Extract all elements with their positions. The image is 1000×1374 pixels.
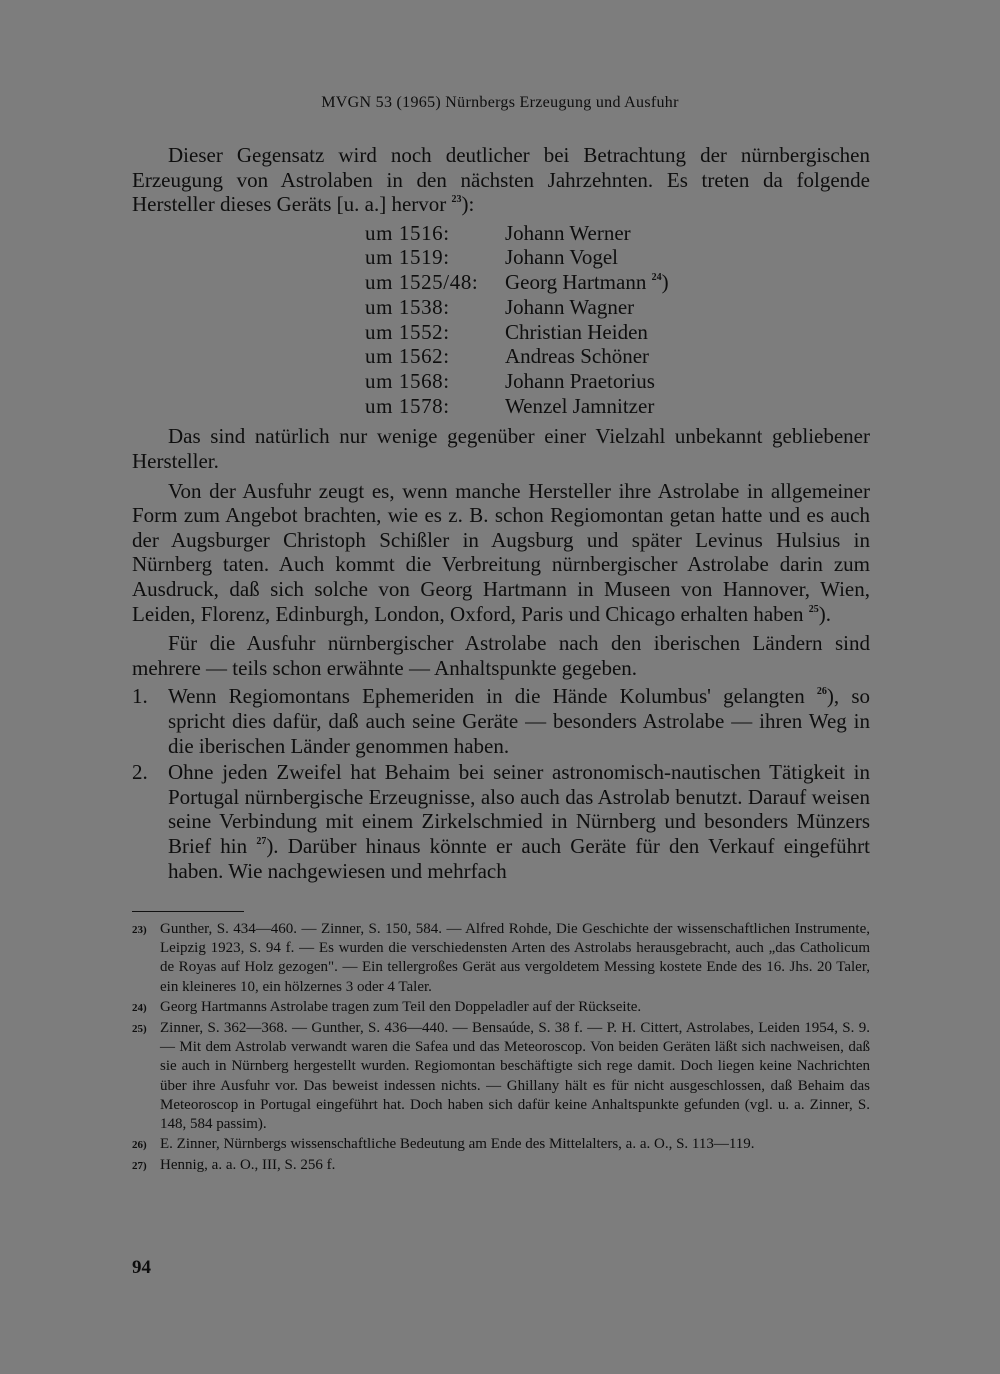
footnote-ref-25[interactable]: 25 (808, 603, 819, 615)
page-number: 94 (132, 1257, 151, 1278)
footnote-number: 24) (132, 1001, 147, 1014)
maker-row (365, 320, 870, 345)
footnote (132, 1135, 870, 1155)
maker-name: Andreas Schöner (505, 344, 650, 369)
maker-row (365, 369, 870, 394)
footnote-text: Zinner, S. 362—368. — Gunther, S. 436—440. — Bensaúde, S. 38 f. — P. H. Cittert, Astrolabes, Leiden 1954, S. 9. — Mit dem Astrolab verwandt waren die Safea und das Meteoroscop. Von beiden Geräten läßt sich nachweisen, daß sie auch in Nürnberg hergestellt wurden. Regiomontan beschäftigte sich rege damit. Doch liegen keine Nachrichten über ihre Ausfuhr vor. Das beweist indessen nichts. — Ghillany hält es für nicht ausgeschlossen, daß Behaim das Meteoroscop in Portugal eingeführt hat. Doch haben sich dafür keine Anhaltspunkte gefunden (vgl. u. a. Zinner, S. 148, 584 passim). (160, 1020, 870, 1133)
maker-row (365, 344, 870, 369)
point-text-a: Ohne jeden Zweifel hat Behaim bei seiner astronomisch-nautischen Tätigkeit in Portugal nürnbergische Erzeugnisse, also auch das Astrolab benutzt. Darauf weisen seine Verbindung mit einem Zirkelschmied in Nürnberg und besonders Münzers Brief hin (168, 760, 870, 858)
maker-year: um 1519: (365, 245, 450, 270)
footnote-ref-26[interactable]: 26 (816, 686, 827, 698)
footnote-ref-23[interactable]: 23 (451, 194, 462, 206)
paragraph-tail: ). (818, 601, 831, 626)
maker-year: um 1516: (365, 220, 450, 245)
numbered-points (132, 684, 870, 883)
footnote-ref-27[interactable]: 27 (256, 835, 267, 847)
maker-name: Christian Heiden (505, 319, 648, 344)
footnote-text: Georg Hartmanns Astrolabe tragen zum Teil den Doppeladler auf der Rückseite. (160, 998, 642, 1015)
maker-name: Johann Vogel (505, 245, 618, 270)
maker-year: um 1568: (365, 369, 450, 393)
paragraph-unknown-makers: Das sind natürlich nur wenige gegenüber einer Vielzahl unbekannt gebliebener Hersteller. (132, 424, 870, 473)
maker-name: Johann Werner (505, 220, 631, 245)
footnote-number: 25) (132, 1023, 147, 1036)
maker-year: um 1525/48: (365, 270, 479, 295)
intro-tail: ): (461, 192, 475, 217)
maker-name: Wenzel Jamnitzer (505, 393, 655, 418)
footnote-number: 27) (132, 1160, 147, 1173)
maker-year: um 1552: (365, 319, 450, 344)
point-number: 2. (132, 760, 148, 785)
maker-row (365, 221, 870, 246)
maker-row (365, 270, 870, 295)
paragraph-iberian-export: Für die Ausfuhr nürnbergischer Astrolabe nach den iberischen Ländern sind mehrere — teils schon erwähnte — Anhaltspunkte gegeben. (132, 631, 870, 680)
maker-name: Johann Wagner (505, 294, 635, 319)
footnote-ref-24[interactable]: 24 (651, 272, 662, 284)
footnote-number: 26) (132, 1139, 147, 1152)
intro-text: Dieser Gegensatz wird noch deutlicher bei Betrachtung der nürnbergischen Erzeugung von Astrolaben in den nächsten Jahrzehnten. Es treten da folgende Hersteller dieses Geräts [u. a.] hervor (132, 143, 870, 217)
maker-year: um 1538: (365, 294, 450, 319)
point-number: 1. (132, 684, 148, 709)
paragraph-export-evidence (132, 479, 870, 627)
running-header: MVGN 53 (1965) Nürnbergs Erzeugung und Ausfuhr (321, 94, 679, 111)
footnote (132, 1156, 870, 1176)
footnote-separator (132, 911, 244, 912)
maker-row (365, 295, 870, 320)
point-text-b: ). Darüber hinaus könnte er auch Geräte für den Verkauf eingeführt haben. Wie nachgewiesen und mehrfach (168, 833, 871, 883)
maker-name: Johann Praetorius (505, 369, 655, 393)
numbered-point (132, 684, 870, 758)
maker-year: um 1562: (365, 344, 450, 369)
maker-row (365, 245, 870, 270)
intro-paragraph (132, 143, 870, 217)
point-text (168, 760, 870, 883)
footnote (132, 920, 870, 997)
maker-name-text: Georg Hartmann (505, 270, 647, 295)
main-text (132, 143, 870, 883)
paragraph-text: Von der Ausfuhr zeugt es, wenn manche Hersteller ihre Astrolabe in allgemeiner Form zum Angebot brachten, wie es z. B. schon Regiomontan getan hatte und es auch der Augsburger Christoph Schißler in Augsburg und später Levinus Hulsius in Nürnberg taten. Auch kommt die Verbreitung nürnbergischer Astrolabe darin zum Ausdruck, daß sich solche von Georg Hartmann in Museen von Hannover, Wien, Leiden, Florenz, Edinburgh, London, Oxford, Paris und Chicago erhalten haben (132, 478, 870, 626)
numbered-point (132, 760, 870, 883)
footnote (132, 1019, 870, 1134)
maker-year: um 1578: (365, 393, 450, 418)
maker-row (365, 394, 870, 419)
maker-name: Georg Hartmann $^{24}$) (505, 270, 669, 295)
point-text-b: ), so spricht dies dafür, daß auch seine Geräte — besonders Astrolabe — ihren Weg in die iberischen Länder genommen haben. (168, 684, 871, 758)
footnote-text: Hennig, a. a. O., III, S. 256 f. (160, 1157, 336, 1174)
point-text (168, 684, 870, 758)
point-text-a: Wenn Regiomontans Ephemeriden in die Hände Kolumbus' gelangten (168, 684, 805, 709)
footnote-text: E. Zinner, Nürnbergs wissenschaftliche Bedeutung am Ende des Mittelalters, a. a. O., S. 113—119. (160, 1136, 755, 1153)
footnote (132, 998, 870, 1018)
footnotes (132, 920, 870, 1178)
maker-list (365, 221, 870, 419)
footnote-number: 23) (132, 924, 147, 936)
footnote-text: Gunther, S. 434—460. — Zinner, S. 150, 584. — Alfred Rohde, Die Geschichte der wissenschaftlichen Instrumente, Leipzig 1923, S. 94 f. — Es wurden die verschiedensten Arten des Astrolabs herausgebracht, auch „das Catholicum de Royas auf Holz gezogen". — Ein tellergroßes Gerät aus vergoldetem Messing kostete Ende des 16. Jhs. 20 Taler, ein kleineres 10, ein hölzernes 3 oder 4 Taler. (160, 921, 870, 995)
